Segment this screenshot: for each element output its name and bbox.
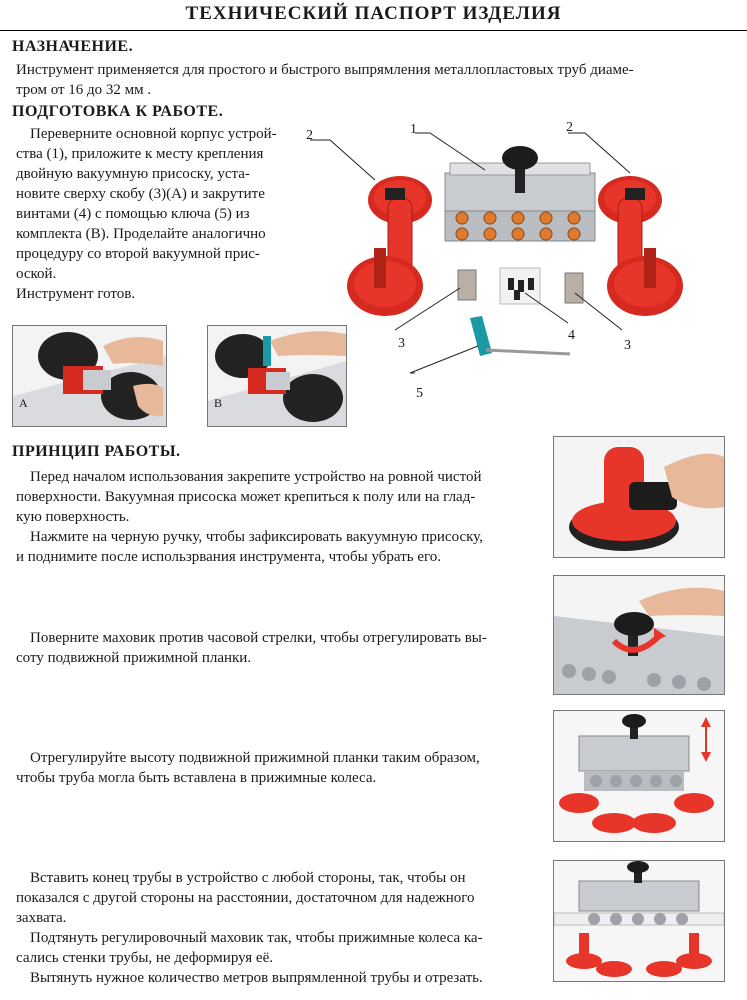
parts-diagram-svg	[300, 118, 730, 408]
text-line: показался с другой стороны на расстоянии, достаточном для надежного	[16, 890, 475, 906]
prep-line: новите сверху скобу (3)(А) и закрутите	[16, 186, 265, 202]
purpose-heading: НАЗНАЧЕНИЕ.	[12, 38, 134, 55]
title-divider	[0, 30, 747, 31]
text-line: Перед началом использования закрепите устройство на ровной чистой	[30, 469, 482, 485]
bracket-left	[458, 270, 476, 300]
prep-text	[16, 124, 306, 304]
text-line: Отрегулируйте высоту подвижной прижимной планки таким образом,	[30, 750, 480, 766]
document-title: ТЕХНИЧЕСКИЙ ПАСПОРТ ИЗДЕЛИЯ	[185, 3, 562, 24]
purpose-line: тром от 16 до 32 мм .	[16, 82, 152, 98]
label-5: 5	[416, 386, 423, 401]
text-line: Подтянуть регулировочный маховик так, чтобы прижимные колеса ка-	[30, 930, 483, 946]
photo-handwheel	[553, 575, 725, 695]
right-suction-cup-pair	[598, 176, 683, 316]
photo-pressure-bar	[553, 710, 725, 842]
label-2-right: 2	[566, 120, 573, 135]
prep-line: винтами (4) с помощью ключа (5) из	[16, 206, 250, 222]
text-line: Вставить конец трубы в устройство с любой стороны, так, чтобы он	[30, 870, 466, 886]
photo-b	[207, 325, 347, 427]
text-line: кую поверхность.	[16, 509, 130, 525]
prep-heading: ПОДГОТОВКА К РАБОТЕ.	[12, 103, 224, 120]
text-line: чтобы труба могла быть вставлена в прижимные колеса.	[16, 770, 377, 786]
principle-p5	[16, 868, 541, 988]
label-1: 1	[410, 122, 417, 137]
label-3-left: 3	[398, 336, 405, 351]
prep-line: оской.	[16, 266, 57, 282]
hex-key	[470, 316, 570, 356]
label-2-left: 2	[306, 128, 313, 143]
prep-line: процедуру со второй вакуумной прис-	[16, 246, 260, 262]
text-line: поверхности. Вакуумная присоска может крепиться к полу или на глад-	[16, 489, 476, 505]
principle-p3	[16, 628, 541, 668]
bracket-right	[565, 273, 583, 303]
purpose-line: Инструмент применяется для простого и быстрого выпрямления металлопластовых труб диаме-	[16, 62, 634, 78]
text-line: сались стенки трубы, не деформируя её.	[16, 950, 273, 966]
parts-diagram	[300, 118, 730, 408]
label-3-right: 3	[624, 338, 631, 353]
prep-line: двойную вакуумную присоску, уста-	[16, 166, 250, 182]
text-line: соту подвижной прижимной планки.	[16, 650, 252, 666]
photo-pipe-inserted	[553, 860, 725, 982]
text-line: Вытянуть нужное количество метров выпрямленной трубы и отрезать.	[30, 970, 483, 986]
photo-a-label: A	[19, 396, 28, 410]
photo-b-label: B	[214, 396, 223, 410]
purpose-text	[16, 60, 741, 100]
principle-p1	[16, 467, 541, 567]
principle-p4	[16, 748, 541, 788]
text-line: Нажмите на черную ручку, чтобы зафиксировать вакуумную присоску,	[30, 529, 483, 545]
text-line: и поднимите после использрвания инструмента, чтобы убрать его.	[16, 549, 442, 565]
prep-line: комплекта (В). Проделайте аналогично	[16, 226, 266, 242]
text-line: захвата.	[16, 910, 67, 926]
text-line: Поверните маховик против часовой стрелки, чтобы отрегулировать вы-	[30, 630, 487, 646]
prep-line: ства (1), приложите к месту крепления	[16, 146, 264, 162]
photo-suction-lever	[553, 436, 725, 558]
main-body	[445, 146, 595, 241]
prep-line: Переверните основной корпус устрой-	[30, 126, 277, 142]
principle-heading: ПРИНЦИП РАБОТЫ.	[12, 443, 181, 460]
label-4: 4	[568, 328, 575, 343]
photo-a	[12, 325, 167, 427]
prep-line: Инструмент готов.	[16, 286, 136, 302]
left-suction-cup-pair	[347, 176, 432, 316]
